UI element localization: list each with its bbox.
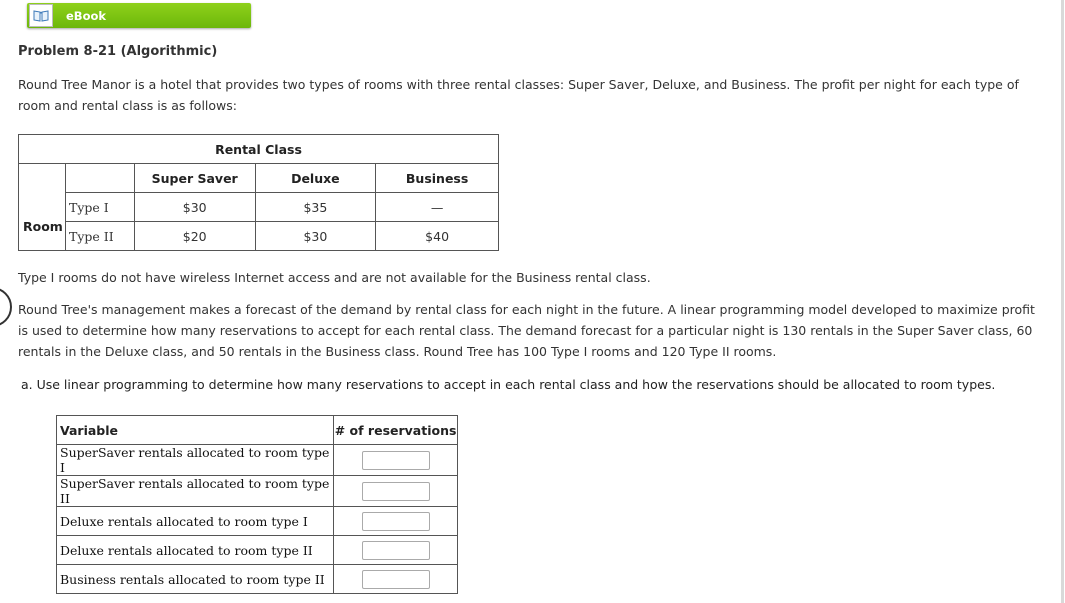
table-cell: $40	[376, 222, 499, 251]
table-row	[19, 135, 499, 164]
variable-label: SuperSaver rentals allocated to room type II	[57, 476, 334, 507]
rental-class-header: Rental Class	[19, 135, 499, 164]
table-cell: —	[376, 193, 499, 222]
page-edge-circle-icon	[0, 287, 12, 327]
variable-label: Business rentals allocated to room type II	[57, 565, 334, 594]
table-cell: $35	[255, 193, 376, 222]
column-header-reservations: # of reservations	[334, 416, 458, 445]
table-row	[57, 476, 458, 507]
table-row	[19, 222, 499, 251]
book-icon	[29, 4, 53, 27]
table-row	[57, 507, 458, 536]
variable-label: Deluxe rentals allocated to room type II	[57, 536, 334, 565]
table-row	[57, 416, 458, 445]
room-label: Room	[19, 164, 66, 251]
forecast-paragraph: Round Tree's management makes a forecast of the demand by rental class for each night in the future. A linear programming model developed to maximize profit is used to determine how many reservations to accept for each rental class. The demand forecast for a particular night is 130 rentals in the Super Saver class, 60 rentals in the Deluxe class, and 50 rentals in the Business class. Round Tree has 100 Type I rooms and 120 Type II rooms.	[18, 302, 1035, 359]
variable-label: Deluxe rentals allocated to room type I	[57, 507, 334, 536]
ebook-label: eBook	[66, 8, 107, 23]
table-cell: $20	[134, 222, 255, 251]
reservations-input-supersaver-type-1[interactable]	[362, 451, 430, 470]
table-row	[57, 445, 458, 476]
ebook-button[interactable]	[27, 3, 251, 28]
table-row	[57, 565, 458, 594]
table-cell: $30	[134, 193, 255, 222]
table-row	[19, 193, 499, 222]
table-cell-empty	[65, 164, 134, 193]
reservations-input-deluxe-type-1[interactable]	[362, 512, 430, 531]
column-header-super-saver: Super Saver	[134, 164, 255, 193]
problem-intro: Round Tree Manor is a hotel that provides two types of rooms with three rental classes: Super Saver, Deluxe, and Business. The profit per night for each type of room and rental class is as follows:	[18, 77, 1019, 113]
variable-label: SuperSaver rentals allocated to room type I	[57, 445, 334, 476]
reservations-table	[56, 415, 458, 594]
table-row	[19, 164, 499, 193]
reservations-input-business-type-2[interactable]	[362, 570, 430, 589]
table-row	[57, 536, 458, 565]
room-type-label: Type II	[65, 222, 134, 251]
column-header-business: Business	[376, 164, 499, 193]
table-cell: $30	[255, 222, 376, 251]
part-a-question: a. Use linear programming to determine how many reservations to accept in each rental class and how the reservations should be allocated to room types.	[21, 377, 996, 392]
reservations-input-supersaver-type-2[interactable]	[362, 482, 430, 501]
rental-class-table	[18, 134, 499, 251]
reservations-input-deluxe-type-2[interactable]	[362, 541, 430, 560]
page-right-border	[1061, 0, 1064, 603]
problem-title: Problem 8-21 (Algorithmic)	[18, 44, 218, 59]
type-one-note: Type I rooms do not have wireless Internet access and are not available for the Business rental class.	[18, 270, 651, 285]
column-header-variable: Variable	[57, 416, 334, 445]
room-type-label: Type I	[65, 193, 134, 222]
column-header-deluxe: Deluxe	[255, 164, 376, 193]
